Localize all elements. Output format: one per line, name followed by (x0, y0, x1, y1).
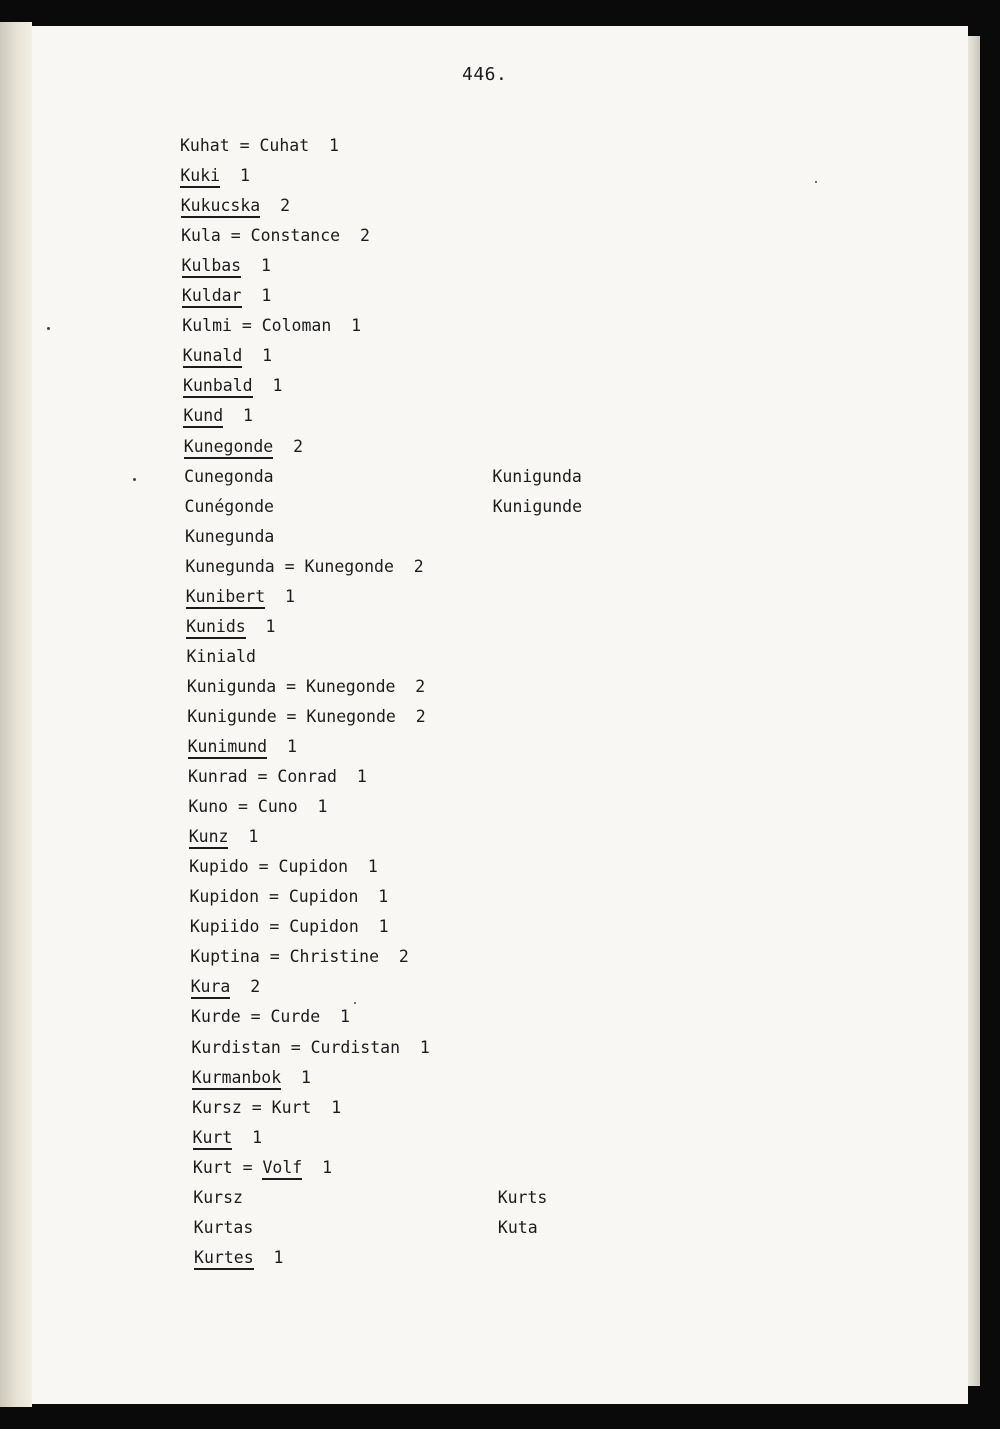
entry-line (186, 647, 256, 667)
page-edge-left (0, 22, 32, 1407)
entry-reference: = Cupidon 1 (259, 917, 389, 937)
entry-name: Kurt (193, 1128, 233, 1150)
entry-name: Kiniald (186, 646, 256, 666)
entry-reference: 1 (253, 1247, 284, 1267)
entry-reference: 1 (241, 286, 272, 306)
entry-name: Kulbas (182, 256, 242, 278)
entry-reference: = Kurt 1 (241, 1097, 342, 1117)
entry-reference: = (232, 1157, 263, 1177)
entry-name: Kula (181, 226, 221, 246)
entry-name: Cunégonde (184, 496, 274, 516)
right-column-entry: Kunigunda (492, 466, 582, 486)
entry-name: Kupido (189, 857, 249, 877)
entry-line (194, 1218, 254, 1238)
entry-name: Kursz (193, 1187, 243, 1207)
entry-line (180, 136, 339, 156)
entry-reference: = Coloman 1 (231, 316, 362, 336)
entry-line (192, 1068, 311, 1088)
entry-reference: 1 (252, 376, 283, 396)
entry-reference: = Conrad 1 (247, 767, 367, 787)
paper-speck (47, 327, 50, 330)
entry-line (188, 737, 297, 757)
entry-reference: = Cuhat 1 (229, 136, 339, 155)
entry-name: Kura (191, 977, 231, 999)
entry-name: Kunegunda (185, 556, 275, 576)
right-column-entry: Kurts (497, 1187, 548, 1207)
entry-line (185, 497, 274, 517)
entry-name: Kuki (180, 166, 220, 188)
paper-speck (815, 181, 817, 183)
entry-line (187, 677, 425, 697)
entry-name: Kunigunda (186, 676, 277, 696)
entry-line (191, 1038, 429, 1058)
entry-line (182, 286, 271, 306)
entry-reference: = Kunegonde 2 (276, 706, 426, 726)
entry-name: Kunrad (187, 767, 248, 787)
entry-reference: = Kunegonde 2 (276, 676, 426, 696)
entry-reference: = Kunegonde 2 (274, 556, 424, 576)
entry-line (190, 947, 409, 967)
entry-line (191, 977, 261, 997)
entry-reference: 1 (265, 586, 295, 606)
entry-reference: = Cuno 1 (228, 797, 328, 817)
entry-name: Kurde (191, 1007, 241, 1027)
entry-reference: 1 (228, 827, 259, 847)
entry-line (182, 256, 271, 276)
entry-reference: 2 (230, 977, 261, 997)
entry-name: Kunids (186, 617, 246, 639)
entry-reference: 1 (281, 1067, 311, 1087)
entry-line (182, 316, 361, 336)
entry-line (186, 617, 275, 637)
entry-name: Kunegonde (184, 437, 273, 459)
entry-line (181, 226, 370, 246)
entry-name: Kurmanbok (192, 1068, 281, 1090)
entry-name: Kurtas (193, 1217, 254, 1237)
entry-name: Kurtes (194, 1248, 254, 1270)
entry-line (193, 1158, 332, 1178)
entry-name: Kuldar (182, 286, 242, 308)
entry-reference: = Cupidon 1 (248, 857, 378, 877)
entry-reference: 1 (223, 406, 253, 426)
entry-count: 1 (302, 1157, 333, 1177)
right-column-entry: Kuta (497, 1217, 538, 1237)
entry-line (183, 346, 272, 366)
entry-line (193, 1128, 263, 1148)
entry-line (193, 1188, 243, 1208)
entry-name: Kunimund (188, 737, 267, 759)
entry-line (187, 707, 425, 727)
entry-line (192, 1098, 341, 1118)
entry-reference: 1 (220, 166, 250, 186)
entry-name: Kunibert (186, 587, 265, 609)
entry-name: Kunigunde (187, 706, 277, 726)
entry-name: Kuptina (190, 947, 260, 967)
entry-reference: = Constance 2 (220, 226, 370, 246)
entry-name: Kukucska (181, 196, 260, 218)
entry-line (190, 917, 389, 937)
entry-name: Kurt (192, 1157, 233, 1177)
entry-name: Cunegonda (184, 466, 274, 486)
entry-reference: 1 (245, 616, 276, 636)
entry-reference: 2 (273, 436, 304, 456)
entry-name: Kuno (188, 797, 229, 817)
entry-reference: = Cupidon 1 (259, 887, 389, 907)
entry-reference: 2 (260, 196, 291, 216)
paper-speck (354, 1002, 356, 1004)
entry-name: Kupiido (189, 917, 260, 937)
entry-reference: = Curde 1 (240, 1007, 350, 1027)
entry-line (189, 827, 259, 847)
entry-line (183, 376, 282, 396)
page-number: 446. (462, 64, 508, 85)
entry-reference: 1 (241, 256, 271, 276)
entry-name: Kunald (183, 346, 243, 368)
entry-line (184, 437, 303, 457)
entry-line (191, 1007, 350, 1027)
entry-line (184, 467, 273, 487)
entry-name: Kupidon (189, 887, 260, 907)
entry-line (183, 406, 253, 426)
entry-line (180, 166, 250, 186)
entry-name: Kurdistan (191, 1037, 281, 1057)
entry-reference: = Christine 2 (259, 947, 409, 967)
right-column-entry: Kunigunde (492, 496, 583, 516)
entry-line (188, 797, 327, 817)
entry-reference: = Curdistan 1 (280, 1037, 430, 1057)
entry-name: Kuhat (180, 136, 230, 155)
entry-name: Kunegunda (184, 526, 275, 546)
entry-name: Kund (183, 406, 223, 428)
entry-name: Kursz (192, 1097, 242, 1117)
entry-reference: 1 (242, 346, 273, 366)
entry-line (189, 857, 378, 877)
entry-line (188, 767, 367, 787)
entry-line (186, 587, 295, 607)
entry-line (190, 887, 389, 907)
entry-line (181, 196, 290, 216)
entry-name: Kunz (189, 827, 229, 849)
entry-reference: 1 (267, 737, 297, 756)
paper-speck (133, 478, 136, 481)
entry-line (185, 557, 423, 577)
entry-line (185, 527, 274, 547)
entry-reference: 1 (232, 1127, 263, 1147)
entry-line (194, 1248, 283, 1268)
entry-reference-name: Volf (262, 1158, 302, 1180)
entry-name: Kunbald (183, 376, 253, 398)
entry-name: Kulmi (182, 316, 232, 336)
